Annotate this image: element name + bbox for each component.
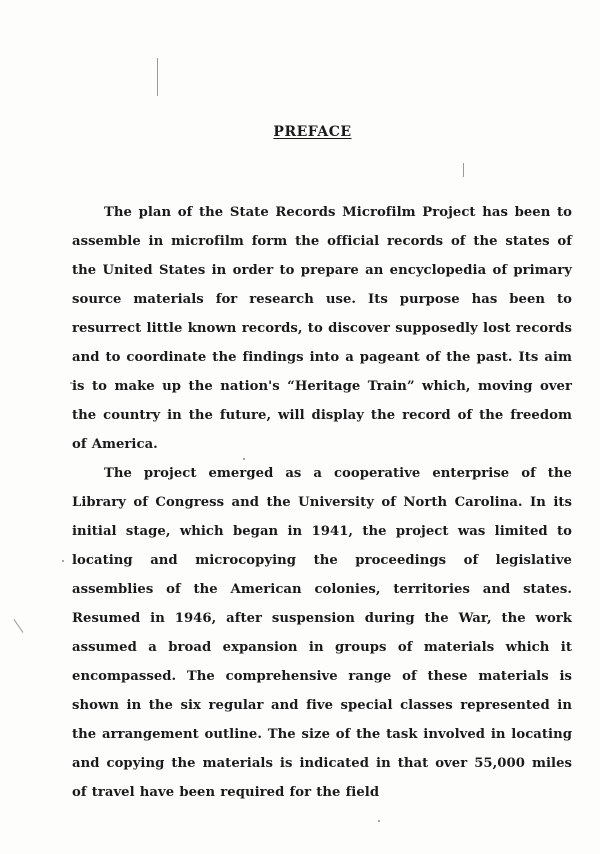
paragraph-1: The plan of the State Records Microfilm Project has been to assemble in microfilm form the official records of the states of the United States in order to prepare an encyclopedia of primary source materials for research use. Its purpose has been to resurrect little known records, to discover supposedly lost records and to coordinate the findings into a pageant of the past. Its aim is to make up the nation's “Heritage Train” which, moving over the country in the future, will display the record of the freedom of America. bbox=[72, 205, 572, 452]
body-text bbox=[72, 198, 572, 807]
paragraph-2: The project emerged as a cooperative enterprise of the Library of Congress and the University of North Carolina. In its initial stage, which began in 1941, the project was limited to locating and microcopying the proceedings of legislative assemblies of the American colonies, territories and states. Resumed in 1946, after suspension during the War, the work assumed a broad expansion in groups of materials which it encompassed. The comprehensive range of these materials is shown in the six regular and five special classes represented in the arrangement outline. The size of the task involved in locating and copying the materials is indicated in that over 55,000 miles of travel have been required for the field bbox=[72, 466, 572, 800]
scan-speck bbox=[378, 820, 380, 822]
scan-mark bbox=[14, 619, 24, 633]
scan-mark bbox=[157, 58, 158, 96]
scan-mark bbox=[463, 163, 464, 177]
page-title: PREFACE bbox=[273, 124, 352, 140]
scan-speck bbox=[62, 560, 64, 562]
